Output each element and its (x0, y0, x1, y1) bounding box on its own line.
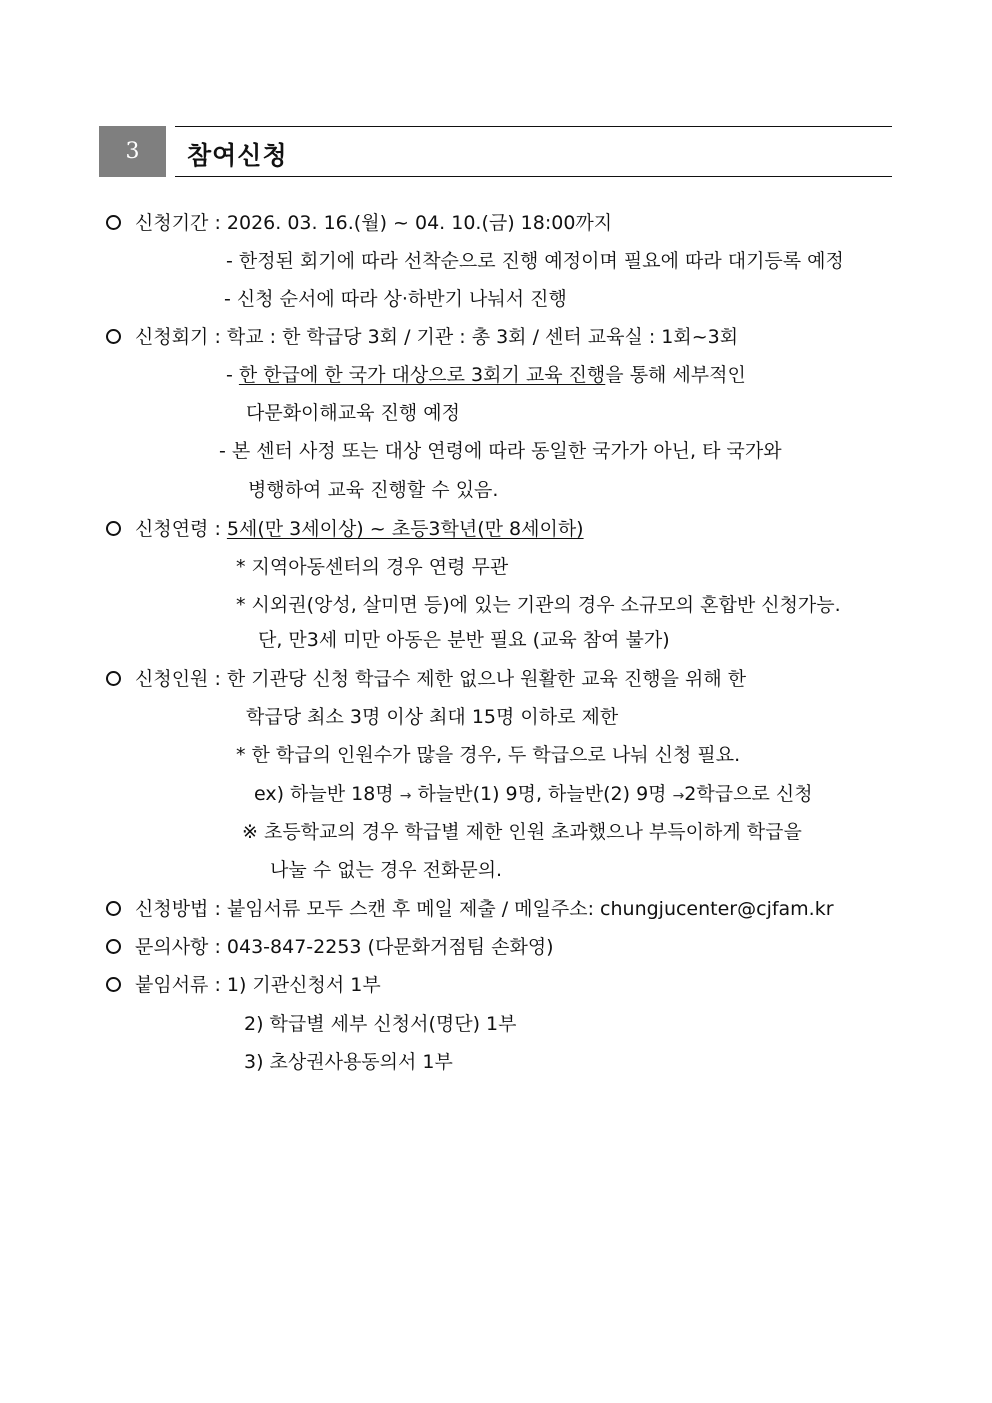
sessions-note-1-cont: 다문화이해교육 진행 예정 (246, 402, 460, 424)
method-label: 신청방법 : 붙임서류 모두 스캔 후 메일 제출 / 메일주소: chungjucenter@cjfam.kr (135, 898, 834, 920)
age-label-underlined: 5세(만 3세이상) ~ 초등3학년(만 8세이하) (226, 518, 584, 540)
circle-bullet-icon (106, 977, 121, 992)
section-title: 참여신청 (187, 141, 288, 170)
period-note-1: - 한정된 회기에 따라 선착순으로 진행 예정이며 필요에 따라 대기등록 예정 (226, 250, 844, 272)
headcount-label-cont: 학급당 최소 3명 이상 최대 15명 이하로 제한 (246, 706, 619, 728)
circle-bullet-icon (106, 901, 121, 916)
section-header (99, 126, 892, 177)
circle-bullet-icon (106, 939, 121, 954)
sessions-item (106, 324, 738, 350)
method-item (106, 896, 834, 922)
sessions-note-2-cont: 병행하여 교육 진행할 수 있음. (248, 479, 499, 501)
headcount-example (254, 781, 813, 809)
section-number: 3 (99, 126, 166, 177)
sessions-note-1-underlined: 한 한급에 한 국가 대상으로 3회기 교육 진행 (238, 364, 606, 386)
sessions-note-1 (226, 362, 746, 388)
example-c: 2학급으로 신청 (684, 783, 813, 805)
circle-bullet-icon (106, 671, 121, 686)
sessions-label: 신청회기 : 학교 : 한 학급당 3회 / 기관 : 총 3회 / 센터 교육실 : 1회~3회 (135, 326, 739, 348)
attachments-item (106, 972, 381, 998)
sessions-note-1-rest: 을 통해 세부적인 (605, 364, 746, 386)
period-note-2: - 신청 순서에 따라 상·하반기 나눠서 진행 (224, 288, 567, 310)
age-note-1: * 지역아동센터의 경우 연령 무관 (236, 556, 509, 578)
period-label: 신청기간 : 2026. 03. 16.(월) ~ 04. 10.(금) 18:00까지 (135, 212, 613, 234)
age-note-2: * 시외권(앙성, 살미면 등)에 있는 기관의 경우 소규모의 혼합반 신청가능. (236, 594, 841, 616)
attachments-label: 붙임서류 : 1) 기관신청서 1부 (135, 974, 381, 996)
headcount-note-2-cont: 나눌 수 없는 경우 전화문의. (270, 859, 503, 881)
headcount-label: 신청인원 : 한 기관당 신청 학급수 제한 없으나 원활한 교육 진행을 위해 한 (135, 668, 747, 690)
age-label-prefix: 신청연령 : (135, 518, 227, 540)
section-title-bar (175, 126, 892, 177)
age-item (106, 516, 584, 542)
attachment-item-2: 2) 학급별 세부 신청서(명단) 1부 (244, 1013, 517, 1035)
inquiry-label: 문의사항 : 043-847-2253 (다문화거점팀 손화영) (135, 936, 554, 958)
period-item (106, 210, 612, 236)
dash: - (226, 364, 239, 386)
example-b: 하늘반(1) 9명, 하늘반(2) 9명 (417, 783, 667, 805)
circle-bullet-icon (106, 521, 121, 536)
right-arrow-icon: → (399, 788, 412, 804)
sessions-note-2: - 본 센터 사정 또는 대상 연령에 따라 동일한 국가가 아닌, 타 국가와 (219, 440, 782, 462)
example-a: ex) 하늘반 18명 (254, 783, 394, 805)
headcount-note-2: ※ 초등학교의 경우 학급별 제한 인원 초과했으나 부득이하게 학급을 (242, 821, 802, 843)
inquiry-item (106, 934, 554, 960)
right-arrow-icon: → (672, 788, 685, 804)
age-note-2-cont: 단, 만3세 미만 아동은 분반 필요 (교육 참여 불가) (258, 629, 670, 651)
circle-bullet-icon (106, 215, 121, 230)
circle-bullet-icon (106, 329, 121, 344)
headcount-item (106, 666, 746, 692)
headcount-note-1: * 한 학급의 인원수가 많을 경우, 두 학급으로 나눠 신청 필요. (236, 744, 741, 766)
attachment-item-3: 3) 초상권사용동의서 1부 (244, 1051, 453, 1073)
